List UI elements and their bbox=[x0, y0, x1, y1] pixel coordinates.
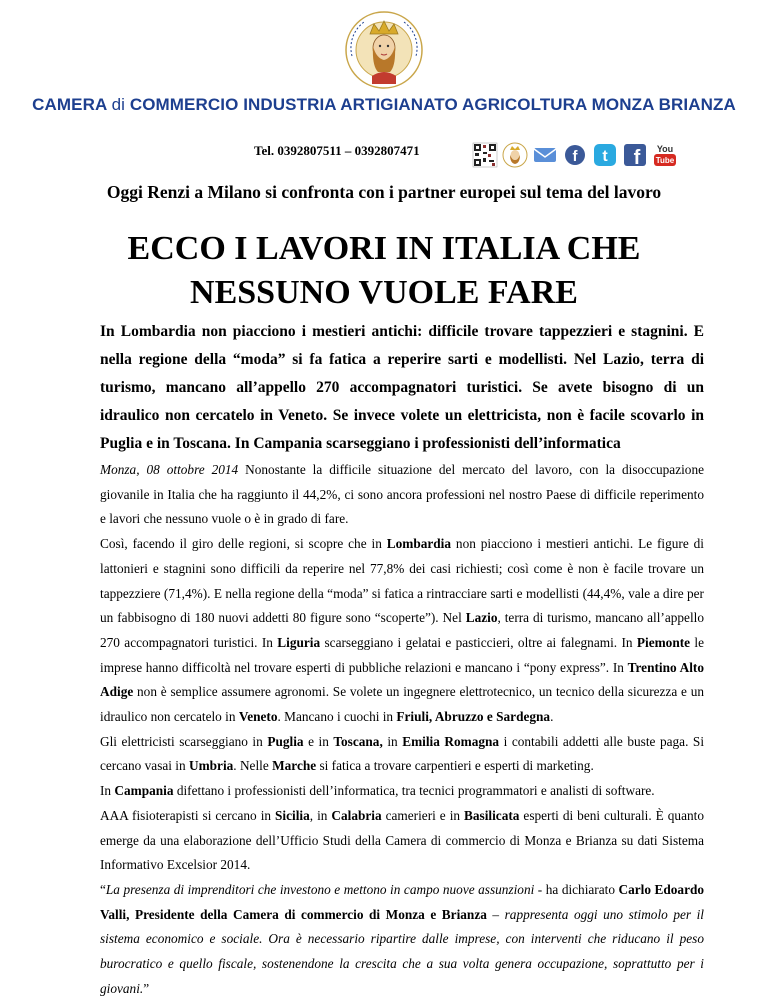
region-name: Marche bbox=[272, 758, 317, 774]
facebook-icon[interactable] bbox=[622, 142, 648, 168]
region-name: Calabria bbox=[331, 807, 382, 823]
email-icon[interactable] bbox=[532, 142, 558, 168]
region-name: Liguria bbox=[277, 634, 321, 650]
paragraph-5 bbox=[100, 804, 704, 878]
org-name-di: di bbox=[111, 95, 125, 114]
text-span: , terra di turismo, mancano all’appello 270 accompagnatori turistici. In bbox=[100, 610, 704, 650]
svg-text:Tube: Tube bbox=[655, 156, 675, 165]
region-name: Veneto bbox=[238, 709, 278, 725]
article-body bbox=[100, 458, 704, 1001]
region-name: Sicilia bbox=[275, 807, 310, 823]
chamber-logo-icon[interactable] bbox=[502, 142, 528, 168]
youtube-icon[interactable] bbox=[652, 142, 678, 168]
lead-paragraph: In Lombardia non piacciono i mestieri antichi: difficile trovare tappezzieri e stagnini. E nella regione della “moda” si fa fatica a reperire sarti e modellisti. Nel Lazio, terra di turismo, mancano all’appello 270 accompagnatori turistici. Se avete bisogno di un idraulico non cercatelo in Veneto. Se invece volete un elettricista, non è facile scovarlo in Puglia e in Toscana. In Campania scarseggiano i professionisti dell’informatica bbox=[100, 323, 704, 452]
facebook-icon-small[interactable] bbox=[562, 142, 588, 168]
text-span: scarseggiano i gelatai e pasticcieri, oltre ai falegnami. In bbox=[320, 634, 637, 650]
svg-text:You: You bbox=[656, 144, 674, 154]
text-span: non piacciono i mestieri antichi. Le figure di lattonieri e stagnini sono difficili da reperire nel 77,8% dei casi richiesti; così come è non è facile trovare un tappezziere (71,4%). E nella regione della “moda” si fatica a rintracciare sarti e modellisti (44,4%, vale a dire per un fabbisogno di 180 nuovi addetti 80 figure sono “scoperte”). Nel bbox=[100, 536, 704, 626]
region-name: Basilicata bbox=[464, 807, 520, 823]
text-span: camerieri e in bbox=[381, 807, 465, 823]
text-span: , in bbox=[309, 807, 332, 823]
text-span: . Mancano i cuochi in bbox=[277, 709, 397, 725]
text-span: ” bbox=[143, 980, 150, 996]
social-icons bbox=[472, 139, 678, 171]
quote-text: La presenza di imprenditori che investono e mettono in campo nuove assunzioni bbox=[105, 881, 535, 897]
region-name: Piemonte bbox=[636, 634, 691, 650]
text-span: esperti di beni culturali. È quanto emerge da una elaborazione dell’Ufficio Studi della Camera di commercio di Monza e Brianza su dati Sistema Informativo Excelsior 2014. bbox=[100, 807, 704, 873]
text-span: e in bbox=[303, 733, 334, 749]
text-span: difettano i professionisti dell’informatica, tra tecnici programmatori e analisti di software. bbox=[173, 783, 655, 799]
text-span: AAA fisioterapisti si cercano in bbox=[100, 807, 276, 823]
text-span: si fatica a trovare carpentieri e esperti di marketing. bbox=[316, 758, 594, 774]
text-span: – bbox=[486, 906, 505, 922]
headline-line-2: NESSUNO VUOLE FARE bbox=[190, 274, 578, 311]
organization-name bbox=[0, 95, 768, 115]
svg-text:f: f bbox=[633, 147, 641, 168]
text-span: . Nelle bbox=[233, 758, 273, 774]
region-name: Lombardia bbox=[386, 536, 452, 552]
paragraph-6-quote bbox=[100, 878, 704, 1001]
paragraph-4 bbox=[100, 779, 704, 804]
text-span: i contabili addetti alle buste paga. Si cercano vasai in bbox=[100, 733, 705, 774]
svg-text:f: f bbox=[572, 148, 578, 165]
paragraph-3 bbox=[100, 730, 704, 779]
text-span: - ha dichiarato bbox=[534, 881, 619, 897]
region-name: Lazio bbox=[465, 610, 498, 626]
svg-text:t: t bbox=[602, 148, 608, 165]
region-name: Emilia Romagna bbox=[402, 733, 500, 749]
text-span: le imprese hanno difficoltà nel trovare esperti di pubbliche relazioni e mancano i “pony express”. In bbox=[100, 634, 704, 675]
speaker-name: Carlo Edoardo Valli, Presidente della Camera di commercio di Monza e Brianza bbox=[100, 881, 705, 922]
region-name: Umbria bbox=[188, 758, 234, 774]
twitter-icon[interactable] bbox=[592, 142, 618, 168]
subheadline: Oggi Renzi a Milano si confronta con i partner europei sul tema del lavoro bbox=[106, 182, 662, 202]
text-span: In bbox=[100, 783, 115, 799]
text-span: Gli elettricisti scarseggiano in bbox=[100, 733, 268, 749]
org-name-part3: COMMERCIO INDUSTRIA ARTIGIANATO AGRICOLTURA MONZA BRIANZA bbox=[129, 95, 736, 114]
quote-text: rappresenta oggi uno stimolo per il sistema economico e sociale. Ora è necessario ripartire dalle imprese, con interventi che riducano il peso burocratico e quello fiscale, sostenendone la crescita che a sua volta genera occupazione, soprattutto per i giovani. bbox=[100, 906, 704, 996]
headline bbox=[60, 227, 708, 315]
chamber-seal-logo bbox=[342, 6, 426, 90]
paragraph-1 bbox=[100, 458, 704, 532]
text-span: in bbox=[382, 733, 403, 749]
phone-numbers: Tel. 0392807511 – 0392807471 bbox=[254, 143, 420, 158]
region-name: Campania bbox=[114, 783, 174, 799]
text-span: non è semplice assumere agronomi. Se volete un ingegnere elettrotecnico, un tecnico della sicurezza e un idraulico non cercatelo in bbox=[100, 684, 704, 725]
region-name: Friuli, Abruzzo e Sardegna bbox=[396, 709, 551, 725]
text-span: Così, facendo il giro delle regioni, si scopre che in bbox=[100, 536, 387, 552]
region-name: Puglia bbox=[267, 733, 304, 749]
region-name: Toscana, bbox=[333, 733, 383, 749]
org-name-part1: CAMERA bbox=[32, 95, 107, 114]
headline-line-1: ECCO I LAVORI IN ITALIA CHE bbox=[127, 230, 641, 267]
region-name: Trentino Alto Adige bbox=[100, 659, 704, 700]
text-span: . bbox=[550, 709, 554, 725]
paragraph-1-text: Nonostante la difficile situazione del mercato del lavoro, con la disoccupazione giovanile in Italia che ha raggiunto il 44,2%, ci sono ancora professioni nel nostro Paese di difficile reperimento e lavori che nessuno vuole o è in grado di fare. bbox=[100, 462, 704, 527]
qr-code-icon[interactable] bbox=[472, 142, 498, 168]
paragraph-2 bbox=[100, 532, 704, 730]
dateline: Monza, 08 ottobre 2014 bbox=[100, 462, 239, 477]
text-span: “ bbox=[100, 881, 106, 897]
